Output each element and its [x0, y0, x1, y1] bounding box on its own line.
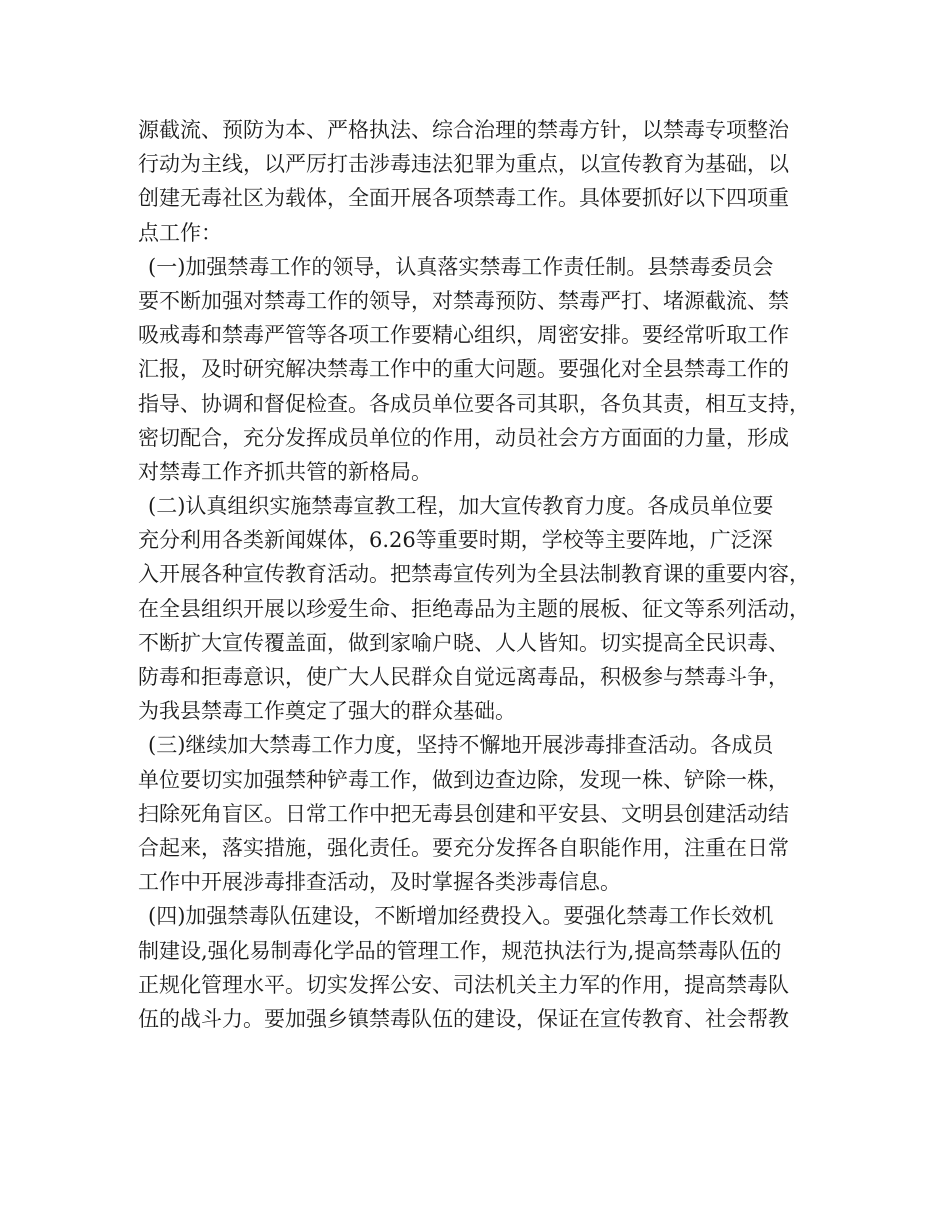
text-line: 行动为主线，以严厉打击涉毒违法犯罪为重点，以宣传教育为基础，以: [138, 152, 789, 177]
text-line: 对禁毒工作齐抓共管的新格局。: [138, 459, 432, 484]
text-line: 扫除死角盲区。日常工作中把无毒县创建和平安县、文明县创建活动结: [138, 801, 789, 826]
text-line: 汇报，及时研究解决禁毒工作中的重大问题。要强化对全县禁毒工作的: [138, 357, 789, 382]
text-line: 正规化管理水平。切实发挥公安、司法机关主力军的作用，提高禁毒队: [138, 972, 789, 997]
text-line: 工作中开展涉毒排查活动，及时掌握各类涉毒信息。: [138, 870, 621, 895]
text-line: 源截流、预防为本、严格执法、综合治理的禁毒方针，以禁毒专项整治: [138, 118, 789, 142]
paragraph-heading-1: (一)加强禁毒工作的领导，认真落实禁毒工作责任制。县禁毒委员会: [148, 254, 774, 279]
text-line: 指导、协调和督促检查。各成员单位要各司其职，各负其责，相互支持，: [138, 391, 810, 416]
text-line: 充分利用各类新闻媒体，6.26等重要时期，学校等主要阵地，广泛深: [138, 528, 773, 553]
paragraph-heading-2: (二)认真组织实施禁毒宣教工程，加大宣传教育力度。各成员单位要: [148, 494, 774, 519]
text-line: 合起来，落实措施，强化责任。要充分发挥各自职能作用，注重在日常: [138, 835, 789, 860]
text-line: 不断扩大宣传覆盖面，做到家喻户晓、人人皆知。切实提高全民识毒、: [138, 630, 789, 655]
text-line: 密切配合，充分发挥成员单位的作用，动员社会方方面面的力量，形成: [138, 425, 789, 450]
text-line: 伍的战斗力。要加强乡镇禁毒队伍的建设，保证在宣传教育、社会帮教: [138, 1006, 789, 1031]
text-line: 创建无毒社区为载体，全面开展各项禁毒工作。具体要抓好以下四项重: [138, 186, 789, 211]
text-line: 点工作：: [138, 220, 222, 245]
text-line: 入开展各种宣传教育活动。把禁毒宣传列为全县法制教育课的重要内容，: [138, 562, 810, 587]
body-text: [138, 113, 828, 1036]
paragraph-heading-3: (三)继续加大禁毒工作力度，坚持不懈地开展涉毒排查活动。各成员: [148, 733, 774, 758]
text-line: 要不断加强对禁毒工作的领导，对禁毒预防、禁毒严打、堵源截流、禁: [138, 288, 789, 313]
text-line: 为我县禁毒工作奠定了强大的群众基础。: [138, 699, 516, 724]
text-line: 防毒和拒毒意识，使广大人民群众自觉远离毒品，积极参与禁毒斗争，: [138, 665, 789, 689]
text-line: 吸戒毒和禁毒严管等各项工作要精心组织，周密安排。要经常听取工作: [138, 323, 789, 348]
text-line: 在全县组织开展以珍爱生命、拒绝毒品为主题的展板、征文等系列活动，: [138, 596, 810, 621]
paragraph-heading-4: (四)加强禁毒队伍建设，不断增加经费投入。要强化禁毒工作长效机: [148, 904, 774, 929]
text-line: 制建设,强化易制毒化学品的管理工作，规范执法行为,提高禁毒队伍的: [138, 938, 782, 963]
text-line: 单位要切实加强禁种铲毒工作，做到边查边除，发现一株、铲除一株，: [138, 767, 789, 792]
